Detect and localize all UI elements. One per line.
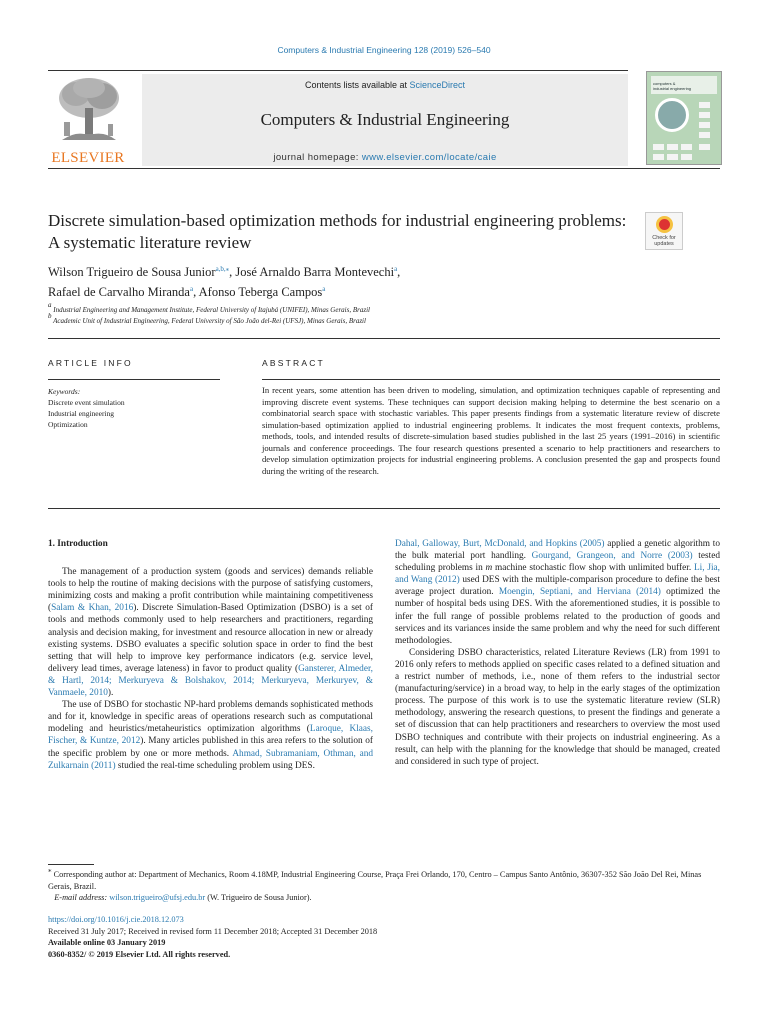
elsevier-logo[interactable] <box>48 74 128 166</box>
author-separator: , <box>397 265 401 279</box>
article-info-heading: ARTICLE INFO <box>48 358 133 368</box>
cover-cell <box>667 144 678 150</box>
received-dates: Received 31 July 2017; Received in revised form 11 December 2018; Accepted 31 December 2018 <box>48 926 378 936</box>
corresponding-author-footnote: ⁎ Corresponding author at: Department of Mechanics, Room 4.18MP, Industrial Engineering Course, Praça Frei Orlando, 170, Centro – Campus Santo Antônio, 36307-352 São João Del Rei, Minas Gerais, Brazil. E-mail address: wilson.trigueiro@ufsj.edu.br (W. Trigueiro de Sousa Junior). <box>48 866 702 902</box>
email-label: E-mail address: <box>54 893 110 902</box>
body-paragraph: The management of a production system (goods and services) demands reliable tools to help the routine of making decisions with the purpose of satisfying customers, minimizing costs and making a profit contribution while maintaining competitiveness (Salam & Khan, 2016). Discrete Simulation-Based Optimization (DSBO) is a set of tools and methods commonly used to help researchers and practitioners, regarding analysis and decision making, for investment and resource allocation in new or already existing systems. DSBO evaluates a specific solution space in order to find the best setting that will help to improve key performance indicators (e.g. service level, delivery lead times, average lateness) in favor to product quality (Gansterer, Almeder, & Hartl, 2014; Merkuryeva & Bolshakov, 2014; Merkuryeva, Merkuryev, & Vanmaele, 2010). <box>48 567 374 699</box>
sciencedirect-link[interactable]: ScienceDirect <box>409 80 466 90</box>
journal-reference[interactable]: Computers & Industrial Engineering 128 (2019) 526–540 <box>277 45 491 55</box>
affiliation-mark: b <box>48 312 52 320</box>
journal-banner <box>142 74 628 166</box>
citation-link[interactable]: Gansterer, Almeder, & Hartl, 2014; Merkuryeva & Bolshakov, 2014; Merkuryeva, Merkuryev, & Vanmaele, 2010 <box>48 663 373 699</box>
cover-cell <box>699 122 710 128</box>
check-updates-label: Check for updates <box>652 235 676 247</box>
cover-emblem-icon <box>655 98 689 132</box>
contents-prefix: Contents lists available at <box>304 80 410 90</box>
email-link[interactable]: wilson.trigueiro@ufsj.edu.br <box>109 893 206 902</box>
author-name: Afonso Teberga Campos <box>198 285 323 299</box>
cover-cell <box>699 112 710 118</box>
author-affiliation-link[interactable]: a <box>394 265 398 273</box>
citation-link[interactable]: Moengin, Septiani, and Herviana (2014) <box>498 587 661 598</box>
citation-link[interactable]: Li, Jia, and Wang (2012) <box>395 563 720 586</box>
elsevier-wordmark: ELSEVIER <box>51 150 125 166</box>
keywords-label: Keywords: <box>48 387 81 396</box>
elsevier-tree-icon <box>54 74 124 146</box>
article-title: Discrete simulation-based optimization methods for industrial engineering problems: A systematic literature review <box>48 211 627 252</box>
footnote-mark: ⁎ <box>48 866 52 874</box>
cover-cell <box>653 154 664 160</box>
homepage-link[interactable]: www.elsevier.com/locate/caie <box>361 152 497 163</box>
cover-cell <box>699 132 710 138</box>
body-paragraph: Dahal, Galloway, Burt, McDonald, and Hopkins (2005) applied a genetic algorithm to the bulk material port handling. Gourgand, Grangeon, and Norre (2003) tested scheduling problems in m machine stochastic flow shop with unlimited buffer. Li, Jia, and Wang (2012) used DES with the multiple-comparison procedure to define the best average project duration. Moengin, Septiani, and Herviana (2014) optimized the number of hospital beds using DES. With the aforementioned studies, it is possible to infer the full range of possible problems related to the production of goods and services and its variances inside the same problem and why the need for such different methodologies. <box>395 539 720 646</box>
journal-cover-thumbnail[interactable] <box>646 71 722 165</box>
citation-link[interactable]: Gourgand, Grangeon, and Norre (2003) <box>531 551 693 562</box>
affiliation-mark: a <box>48 301 52 309</box>
section-divider <box>48 338 720 339</box>
affiliations <box>48 301 668 327</box>
check-updates-icon <box>656 216 673 233</box>
cover-cell <box>699 144 710 150</box>
abstract-rule <box>262 379 720 380</box>
cover-cell <box>681 154 692 160</box>
journal-homepage <box>142 152 628 163</box>
citation-link[interactable]: Laroque, Klaas, Fischer, & Kuntze, 2012 <box>48 724 373 747</box>
check-for-updates-button[interactable] <box>645 212 683 250</box>
masthead-bottom-rule <box>48 168 720 169</box>
masthead-top-rule <box>48 70 628 71</box>
journal-masthead <box>48 70 720 168</box>
contents-line <box>142 80 628 90</box>
cover-cell <box>699 102 710 108</box>
footnote-rule <box>48 864 94 865</box>
citation-link[interactable]: Salam & Khan, 2016 <box>51 603 134 614</box>
citation-link[interactable]: Dahal, Galloway, Burt, McDonald, and Hopkins (2005) <box>395 539 605 549</box>
article-metadata <box>48 914 720 960</box>
journal-title: Computers & Industrial Engineering <box>260 110 510 129</box>
citation-link[interactable]: Ahmad, Subramaniam, Othman, and Zulkarnain (2011) <box>48 748 374 771</box>
author-name: José Arnaldo Barra Montevechi <box>235 265 395 279</box>
corresponding-author-link[interactable]: ⁎ <box>225 265 230 273</box>
copyright: 0360-8352/ © 2019 Elsevier Ltd. All rights reserved. <box>48 949 231 959</box>
author-name: Rafael de Carvalho Miranda <box>48 285 190 299</box>
abstract-heading: ABSTRACT <box>262 358 325 368</box>
abstract-text: In recent years, some attention has been driven to modeling, simulation, and optimization techniques capable of representing and improving discrete event systems. These techniques can support decision making helping to determine the best scenario on a combinatorial search space with stochastic variables. This paper presents findings from a systematic literature review of discrete simulation-based optimization applied to industrial engineering problems. It indicates the most frequent contexts, problems, methods, tools, and intended results of discrete-simulation based studies published in the last 25 years (1991–2016) in scientific journals and conference proceedings. The four research questions presented a scenario to help practitioners and researchers to develop simulation optimization projects for industrial engineering problems. A conclusion presented the gap and prospects found during the writing of the research. <box>262 385 720 476</box>
abstract-end-rule <box>48 508 720 509</box>
keyword-item: Optimization <box>48 420 88 429</box>
author-separator: , <box>193 285 199 299</box>
author-separator: , <box>229 265 236 279</box>
author-affiliation-link[interactable]: a,b, <box>215 265 226 273</box>
body-paragraph: The use of DSBO for stochastic NP-hard problems demands sophisticated methods and for it, knowledge in specific areas of operations research such as computational modeling and heuristics/metaheuristics optimization algorithms (Laroque, Klaas, Fischer, & Kuntze, 2012). Many articles published in this area refers to the solution of the specific problem by one or more methods. Ahmad, Subramaniam, Othman, and Zulkarnain (2011) studied the real-time scheduling problem using DES. <box>48 700 374 771</box>
cover-cell <box>667 154 678 160</box>
keywords-block <box>48 386 228 430</box>
cover-cell <box>653 144 664 150</box>
affiliation-item: $^b$ Academic Unit of Industrial Engineering, Federal University of São João del-Rei (UFSJ), Minas Gerais, Brazil <box>48 312 366 325</box>
keyword-item: Industrial engineering <box>48 409 115 418</box>
body-paragraph: Considering DSBO characteristics, related Literature Reviews (LR) from 1991 to 2016 only refers to methods applied on specific cases related to a defined situation and a restrict number of methods, i.e., none of them refers to the industrial sector (manufacturing/service) in a broad way, to help in the early stages of the optimization process. The purpose of this work is to use the systematic literature review (SLR) methodology, answering the research questions, to present the findings and generate a set of discussion that can help practitioners and researchers to overview the most used DSBO techniques and contribute with their projects on industrial engineering. As a result, can help with the planning for the knowledge that should be managed, created and considered in such type of project. <box>395 647 720 767</box>
cover-cell <box>681 144 692 150</box>
body-column-right <box>395 538 720 768</box>
author-affiliation-link[interactable]: a <box>322 285 326 293</box>
author-affiliation-link[interactable]: a <box>189 285 194 293</box>
affiliation-item: $^a$ Industrial Engineering and Management Institute, Federal University of Itajubá (UNIFEI), Minas Gerais, Brazil <box>48 301 370 314</box>
homepage-prefix: journal homepage: <box>273 152 362 163</box>
keyword-item: Discrete event simulation <box>48 398 125 407</box>
article-info-rule <box>48 379 220 380</box>
section-heading: 1. Introduction <box>48 539 108 549</box>
doi-link[interactable]: https://doi.org/10.1016/j.cie.2018.12.073 <box>48 915 184 924</box>
author-name: Wilson Trigueiro de Sousa Junior <box>48 265 216 279</box>
cover-title: computers & industrial engineering <box>653 81 692 91</box>
author-list <box>48 262 668 302</box>
body-column-left <box>48 536 373 772</box>
available-online: Available online 03 January 2019 <box>48 938 166 947</box>
